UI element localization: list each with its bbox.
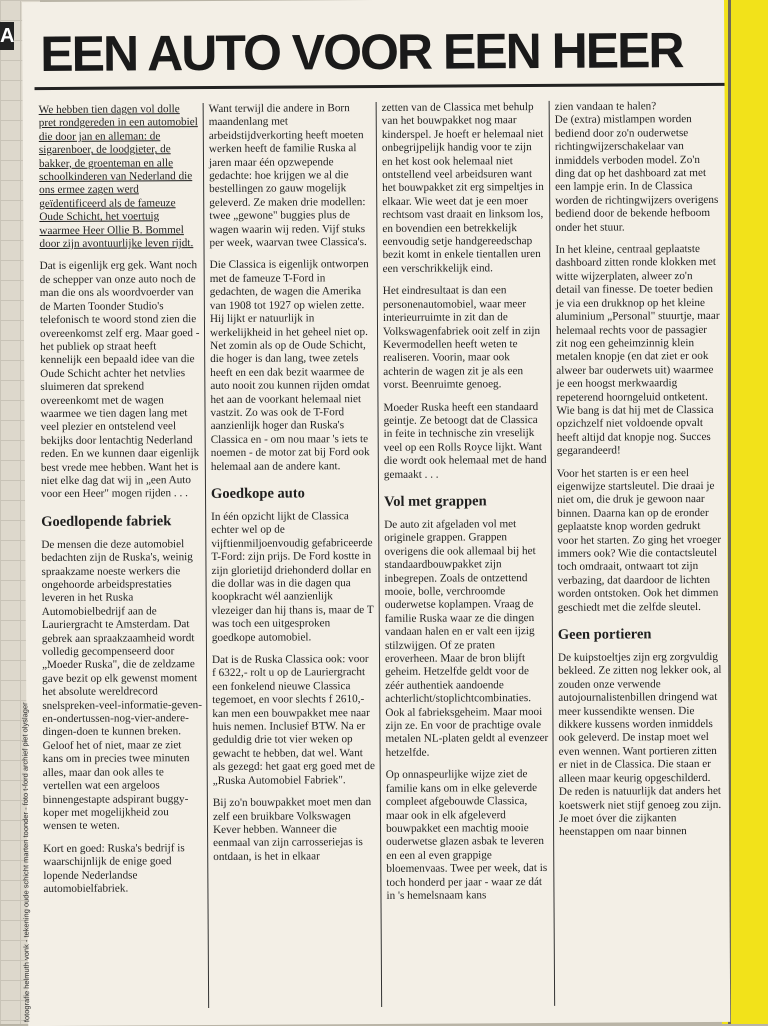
paragraph: zien vandaan te halen? xyxy=(554,100,657,113)
column-divider xyxy=(376,102,383,1007)
paragraph: In het kleine, centraal geplaatste dashboard zitten ronde klokken met witte wijzerplaten, alweer zo'n detail van finesse. De toeter bedien je via een drukknop op het kleine aluminium „Personal" stuurtje, maar helemaal rechts voor de passagier zit nog een geheimzinnig klein metalen knopje (en dat ziet er ook alweer bar ouderwets uit) waarmee je een hoogst merkwaardig repeterend hoorngeluid ontketent. Wie bang is dat hij met de Classica opzichzelf niet voldoende opvalt heeft altijd dat knopje nog. Succes gegarandeerd! xyxy=(555,243,720,458)
photo-credit-text: fotografie helmuth vonk - tekening oude schicht marten toonder - foto t-ford archief piet olyslager xyxy=(20,702,32,1023)
paragraph: Op onnaspeurlijke wijze ziet de familie kans om in elke geleverde compleet afgebouwde Classica, maar ook in elk afgeleverd bouwpakket een machtig mooie ouderwetse glazen asbak te leveren en een al even grappige bloemenvaas. Twee per week, dat is toch honderd per jaar - waar ze dát in 's hemelsnaam kans xyxy=(385,768,548,902)
paragraph: In één opzicht lijkt de Classica echter wel op de vijftienmiljoenvoudig gefabriceerde T-Ford: zijn prijs. De Ford kostte in zijn glorietijd driehonderd dollar en die dollar was in die dagen qua koopkracht wél aanzienlijk vlezeiger dan hij thans is, maar de T was toch een uitgesproken goedkope automobiel. xyxy=(211,510,374,644)
paragraph: Kort en goed: Ruska's bedrijf is waarschijnlijk de enige goed lopende Nederlandse automobielfabriek. xyxy=(43,841,185,895)
column-2 xyxy=(209,102,377,873)
paragraph: De kuipstoeltjes zijn erg zorgvuldig bekleed. Ze zitten nog lekker ook, al zouden onze verwende autojournalistenbillen dringend wat meer kussendikte wensen. Die dikkere kussens worden inmiddels ook geleverd. De instap moet wel even wennen. Want portieren zitten er niet in de Classica. Die staan er alleen maar keurig opgeschilderd. De reden is natuurlijk dat anders het koetswerk niet stijf genoeg zou zijn. Je moet óver die zijkanten heenstappen om naar binnen xyxy=(557,650,722,839)
magazine-page xyxy=(22,0,730,1026)
intro-paragraph: We hebben tien dagen vol dolle pret rondgereden in een automobiel die door jan en alleman: de sigarenboer, de loodgieter, de bakker, de groenteman en alle schoolkinderen van Nederland die ons ermee zagen werd geïdentificeerd als de fameuze Oude Schicht, het voertuig waarmee Heer Ollie B. Bommel door zijn avontuurlijke leven rijdt. xyxy=(38,103,198,251)
page-tab-letter: A xyxy=(0,22,14,50)
paragraph: De auto zit afgeladen vol met originele grappen. Grappen overigens die ook allemaal bij het standaardbouwpakket zijn inbegrepen. Zoals de ontzettend mooie, bolle, verchroomde ouderwetse koplampen. Vraag de familie Ruska waar ze die dingen vandaan halen en er valt een ijzig stilzwijgen. Of ze praten eroverheen. Maar de bron blijft geheim. Hetzelfde geldt voor de zéér authentiek aandoende achterlicht/stoplichtcombinaties. Ook al fabrieksgeheim. Maar mooi zijn ze. En voor de prachtige ovale metalen NL-platen geldt al evenzeer hetzelfde. xyxy=(384,518,549,759)
subheading: Geen portieren xyxy=(557,626,652,643)
paragraph: Het eindresultaat is dan een personenautomobiel, waar meer interieurruimte in zit dan de Volkswagenfabriek ooit zelf in zijn Kevermodellen heeft weten te realiseren. Voorin, maar ook achterin de wagen zit je als een vorst. Beenruimte genoeg. xyxy=(382,284,541,392)
paragraph: zetten van de Classica met behulp van het bouwpakket nog maar kinderspel. Je hoeft er helemaal niet onbegrijpelijk handig voor te zijn en het kost ook helemaal niet ontstellend veel arbeidsuren want het bouwpakket zit erg simpeltjes in elkaar. Wie weet dat je een moer rechtsom vast draait en linksom los, en bovendien een betrekkelijk eenvoudig setje handgereedschap bezit komt in enkele tientallen uren een verschrikkelijk eind. xyxy=(381,101,544,275)
paragraph: Moeder Ruska heeft een standaard geintje. Ze betoogt dat de Classica in feite in technische zin vreselijk veel op een Rolls Royce lijkt. Want die wordt ook helemaal met de hand gemaakt . . . xyxy=(383,400,547,481)
photo-credit xyxy=(20,642,34,1022)
column-divider xyxy=(549,101,556,1006)
subheading: Vol met grappen xyxy=(384,493,487,510)
headline-rule xyxy=(35,83,725,90)
column-4 xyxy=(555,100,724,849)
subheading: Goedlopende fabriek xyxy=(41,513,172,530)
headline: EEN AUTO VOOR EEN HEER xyxy=(40,22,683,83)
column-1 xyxy=(39,103,204,905)
paragraph: De mensen die deze automobiel bedachten zijn de Ruska's, weinig spraakzame noeste werkers die ongehoorde arbeidsprestaties leveren in het Ruska Automobielbedrijf aan de Lauriergracht te Amsterdam. Dat gebrek aan spraakzaamheid wordt volledig gecompenseerd door „Moeder Ruska", die de zeldzame gave bezit op elk gewenst moment het absolute wereldrecord snelspreken-veel-informatie-geven-en-ondertussen-nog-vier-andere-dingen-doen te kunnen breken. Geloof het of niet, maar ze ziet kans om in precies twee minuten alles, maar dan ook alles te vertellen wat een argeloos binnengestapte adspirant buggy-koper met mogelijkheid zou wensen te weten. xyxy=(41,537,203,833)
paragraph: Bij zo'n bouwpakket moet men dan zelf een bruikbare Volkswagen Kever hebben. Wanneer die eenmaal van zijn carrosseriejas is ontdaan, is het in elkaar xyxy=(212,796,372,863)
paragraph: Dat is de Ruska Classica ook: voor f 6322,- rolt u op de Lauriergracht een fonkelend nieuwe Classica tegemoet, en voor slechts f 2610,- kan men een bouwpakket mee naar huis nemen. Inclusief BTW. Na er geduldig drie tot vier weken op gewacht te hebben, dat wel. Want als gezegd: het gaat erg goed met de „Ruska Automobiel Fabriek". xyxy=(211,653,375,787)
paragraph: De (extra) mistlampen worden bediend door zo'n ouderwetse richtingwijzerschakelaar van inmiddels verboden model. Zo'n ding dat op het dashboard zat met een lampje erin. In de Classica worden de richtingwijzers overigens bediend door de bekende hefboom onder het stuur. xyxy=(554,113,719,234)
paragraph: Want terwijl die andere in Born maandenlang met arbeidstijdverkorting heeft moeten werken heeft de familie Ruska al jaren maar één opzwepende gedachte: hoe krijgen we al die bestellingen zo gauw mogelijk geleverd. Ze maken drie modellen: twee „gewone" buggies plus de wagen waarin wij reden. Vijf stuks per week, waarvan twee Classica's. xyxy=(208,102,367,250)
paragraph: Voor het starten is er een heel eigenwijze startsleutel. Die draai je niet om, die druk je gewoon naar binnen. Daarna kan op de eronder geplaatste knop worden gedrukt voor het starten. Zo ging het vroeger immers ook? Wie die contactsleutel toch omdraait, ontwaart tot zijn verbazing, dat daardoor de lichten worden ontstoken. Ook het dimmen geschiedt met die zelfde sleutel. xyxy=(556,466,722,614)
column-divider xyxy=(203,103,210,1008)
paragraph: Dat is eigenlijk erg gek. Want noch de schepper van onze auto noch de man die ons als woordvoerder van de Marten Toonder Studio's telefonisch te woord stond zien die overeenkomst zelf erg. Maar goed - het publiek op straat heeft kennelijk een bepaald idee van die Oude Schicht achter het netvlies sluimeren dat sprekend overeenkomt met de wagen waarmee we tien dagen lang met veel plezier en ontstelend veel bekijks door lentachtig Nederland reden. En we kunnen daar eigenlijk best vrede mee hebben. Want het is niet elke dag dat wij in „een Auto voor een Heer" mogen rijden . . . xyxy=(39,259,200,501)
subheading: Goedkope auto xyxy=(210,485,305,502)
column-3 xyxy=(382,101,550,912)
paragraph: Die Classica is eigenlijk ontworpen met de fameuze T-Ford in gedachten, de wagen die Amerika van 1908 tot 1927 op wielen zette. Hij lijkt er natuurlijk in werkelijkheid in het geheel niet op. Net zomin als op de Oude Schicht, die hoger is dan lang, twee zetels heeft en een dak bezit waarmee de auto nooit zou kunnen rijden omdat het aan de voorkant helemaal niet vastzit. Zo was ook de T-Ford aanzienlijk hoger dan Ruska's Classica en - om nou maar 's iets te noemen - de motor zat bij Ford ook helemaal aan de andere kant. xyxy=(209,258,370,473)
